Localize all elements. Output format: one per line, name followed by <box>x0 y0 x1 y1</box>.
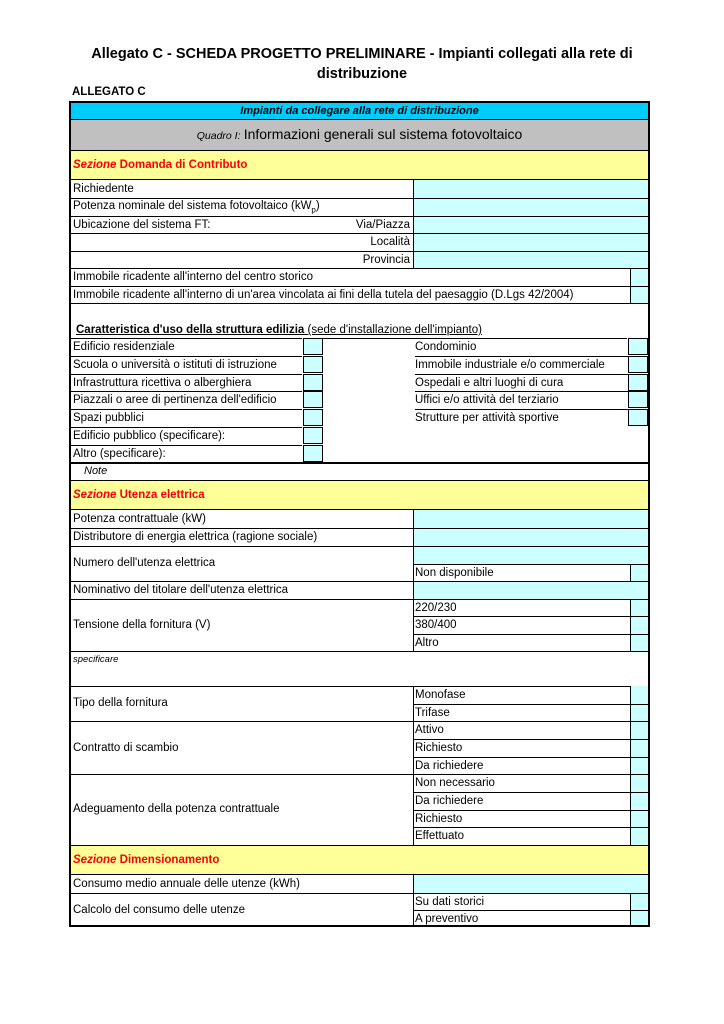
distributore-label: Distributore di energia elettrica (ragione sociale) <box>73 531 318 543</box>
vincolata-label: Immobile ricadente all'interno di un'area vincolata ai fini della tutela del paesaggio (D.Lgs 42/2004) <box>73 289 574 301</box>
adeg-effettuato-checkbox[interactable] <box>630 827 648 845</box>
page-title <box>60 44 664 84</box>
provincia-label: Provincia <box>362 254 410 266</box>
section-domanda-title <box>73 158 247 172</box>
distributore-field[interactable] <box>413 528 648 546</box>
section-domanda <box>71 151 648 180</box>
potenza-sub: p <box>311 205 316 215</box>
calcolo-su-dati-storici: Su dati storici <box>415 896 485 908</box>
potenza-text: Potenza nominale del sistema fotovoltaico (kW <box>73 200 312 212</box>
section-label: Sezione <box>73 854 117 866</box>
section-dimensionamento-title <box>73 853 219 867</box>
title-line-2: distribuzione <box>316 66 408 82</box>
note-label: Note <box>84 465 108 477</box>
localita-field[interactable] <box>413 233 648 251</box>
uso-condominio: Condominio <box>415 341 477 353</box>
calcolo-a-preventivo: A preventivo <box>415 913 479 925</box>
caratteristica-bold: Caratteristica d'uso della struttura edilizia <box>76 324 305 336</box>
checkbox-strutture-sportive[interactable] <box>628 409 648 426</box>
uso-infrastruttura-ricettiva: Infrastruttura ricettiva o alberghiera <box>73 377 252 389</box>
numero-utenza-label: Numero dell'utenza elettrica <box>73 557 216 569</box>
tensione-380: 380/400 <box>415 619 457 631</box>
nominativo-field[interactable] <box>413 581 648 599</box>
monofase-checkbox[interactable] <box>630 686 648 704</box>
tensione-label: Tensione della fornitura (V) <box>73 619 211 631</box>
tensione-220: 220/230 <box>415 602 457 614</box>
adeg-da-richiedere-checkbox[interactable] <box>630 792 648 810</box>
checkbox-scuola[interactable] <box>303 356 323 373</box>
adeg-effettuato: Effettuato <box>415 830 465 842</box>
checkbox-altro[interactable] <box>303 445 323 462</box>
potenza-contrattuale-field[interactable] <box>413 510 648 528</box>
adeg-non-necessario-checkbox[interactable] <box>630 774 648 792</box>
contratto-da-richiedere: Da richiedere <box>415 760 484 772</box>
richiedente-label: Richiedente <box>73 183 134 195</box>
quadro-title <box>71 127 648 143</box>
provincia-field[interactable] <box>413 251 648 268</box>
section-label: Sezione <box>73 489 117 501</box>
ubicazione-label: Ubicazione del sistema FT: <box>73 219 211 231</box>
potenza-label <box>73 199 320 217</box>
uso-altro: Altro (specificare): <box>73 448 166 460</box>
checkbox-piazzali[interactable] <box>303 391 323 408</box>
potenza-contrattuale-label: Potenza contrattuale (kW) <box>73 513 206 525</box>
adeg-richiesto: Richiesto <box>415 813 463 825</box>
checkbox-condominio[interactable] <box>628 338 648 355</box>
checkbox-infrastruttura[interactable] <box>303 374 323 391</box>
section-utenza-title <box>73 488 205 502</box>
uso-uffici: Uffici e/o attività del terziario <box>415 394 559 406</box>
section-label: Sezione <box>73 159 117 171</box>
non-disponibile-label: Non disponibile <box>415 567 494 579</box>
checkbox-edificio-pubblico[interactable] <box>303 427 323 444</box>
uso-edificio-pubblico: Edificio pubblico (specificare): <box>73 430 226 442</box>
tipo-monofase: Monofase <box>415 689 466 701</box>
richiedente-field[interactable] <box>413 180 648 198</box>
checkbox-edificio-residenziale[interactable] <box>303 338 323 355</box>
uso-ospedali: Ospedali e altri luoghi di cura <box>415 377 564 389</box>
checkbox-ospedali[interactable] <box>628 374 648 391</box>
potenza-close: ) <box>315 200 320 212</box>
uso-scuola: Scuola o università o istituti di istruzione <box>73 359 277 371</box>
uso-edificio-residenziale: Edificio residenziale <box>73 341 175 353</box>
centro-storico-checkbox[interactable] <box>630 268 648 286</box>
centro-storico-label: Immobile ricadente all'interno del centro storico <box>73 271 313 283</box>
vincolata-checkbox[interactable] <box>630 286 648 303</box>
tensione-220-checkbox[interactable] <box>630 599 648 616</box>
contratto-attivo-checkbox[interactable] <box>630 721 648 739</box>
tensione-altro-checkbox[interactable] <box>630 634 648 651</box>
tipo-fornitura-label: Tipo della fornitura <box>73 697 168 709</box>
caratteristica-label <box>76 323 482 337</box>
tensione-altro: Altro <box>415 637 439 649</box>
consumo-label: Consumo medio annuale delle utenze (kWh) <box>73 878 300 890</box>
via-label: Via/Piazza <box>355 219 410 231</box>
uso-spazi-pubblici: Spazi pubblici <box>73 412 144 424</box>
numero-utenza-field[interactable] <box>413 546 648 564</box>
specificare-label: specificare <box>73 654 119 665</box>
contratto-da-richiedere-checkbox[interactable] <box>630 757 648 774</box>
contratto-label: Contratto di scambio <box>73 742 179 754</box>
tipo-trifase: Trifase <box>415 707 450 719</box>
quadro-label: Quadro I: <box>196 130 241 142</box>
section-name: Utenza elettrica <box>119 489 205 501</box>
non-disponibile-checkbox[interactable] <box>630 564 648 581</box>
adeg-richiesto-checkbox[interactable] <box>630 810 648 827</box>
section-dimensionamento <box>71 845 648 875</box>
checkbox-uffici[interactable] <box>628 391 648 408</box>
quadro-text: Informazioni generali sul sistema fotovoltaico <box>243 126 523 142</box>
uso-strutture-sportive: Strutture per attività sportive <box>415 412 559 424</box>
quadro-header <box>71 120 648 151</box>
adeguamento-label: Adeguamento della potenza contrattuale <box>73 803 280 815</box>
adeg-non-necessario: Non necessario <box>415 777 495 789</box>
nominativo-label: Nominativo del titolare dell'utenza elettrica <box>73 584 289 596</box>
title-line-1: Allegato C - SCHEDA PROGETTO PRELIMINARE - Impianti collegati alla rete di <box>91 46 633 62</box>
trifase-checkbox[interactable] <box>630 704 648 721</box>
calcolo-label: Calcolo del consumo delle utenze <box>73 904 245 916</box>
localita-label: Località <box>370 236 410 248</box>
potenza-field[interactable] <box>413 198 648 216</box>
su-dati-storici-checkbox[interactable] <box>630 893 648 910</box>
section-name: Domanda di Contributo <box>119 159 248 171</box>
banner-text: Impianti da collegare alla rete di distribuzione <box>240 105 479 117</box>
contratto-attivo: Attivo <box>415 724 444 736</box>
via-field[interactable] <box>413 216 648 233</box>
uso-immobile-industriale: Immobile industriale e/o commerciale <box>415 359 605 371</box>
tensione-380-checkbox[interactable] <box>630 616 648 634</box>
adeg-da-richiedere: Da richiedere <box>415 795 484 807</box>
checkbox-spazi-pubblici[interactable] <box>303 409 323 426</box>
allegato-label: ALLEGATO C <box>72 86 146 98</box>
section-name: Dimensionamento <box>119 854 220 866</box>
contratto-richiesto: Richiesto <box>415 742 463 754</box>
a-preventivo-checkbox[interactable] <box>630 910 648 925</box>
uso-piazzali: Piazzali o aree di pertinenza dell'edificio <box>73 394 277 406</box>
checkbox-immobile-industriale[interactable] <box>628 356 648 373</box>
banner <box>71 103 648 120</box>
consumo-field[interactable] <box>413 875 648 893</box>
form-table <box>69 101 650 927</box>
section-utenza <box>71 480 648 510</box>
contratto-richiesto-checkbox[interactable] <box>630 739 648 757</box>
caratteristica-rest: (sede d'installazione dell'impianto) <box>304 324 482 336</box>
